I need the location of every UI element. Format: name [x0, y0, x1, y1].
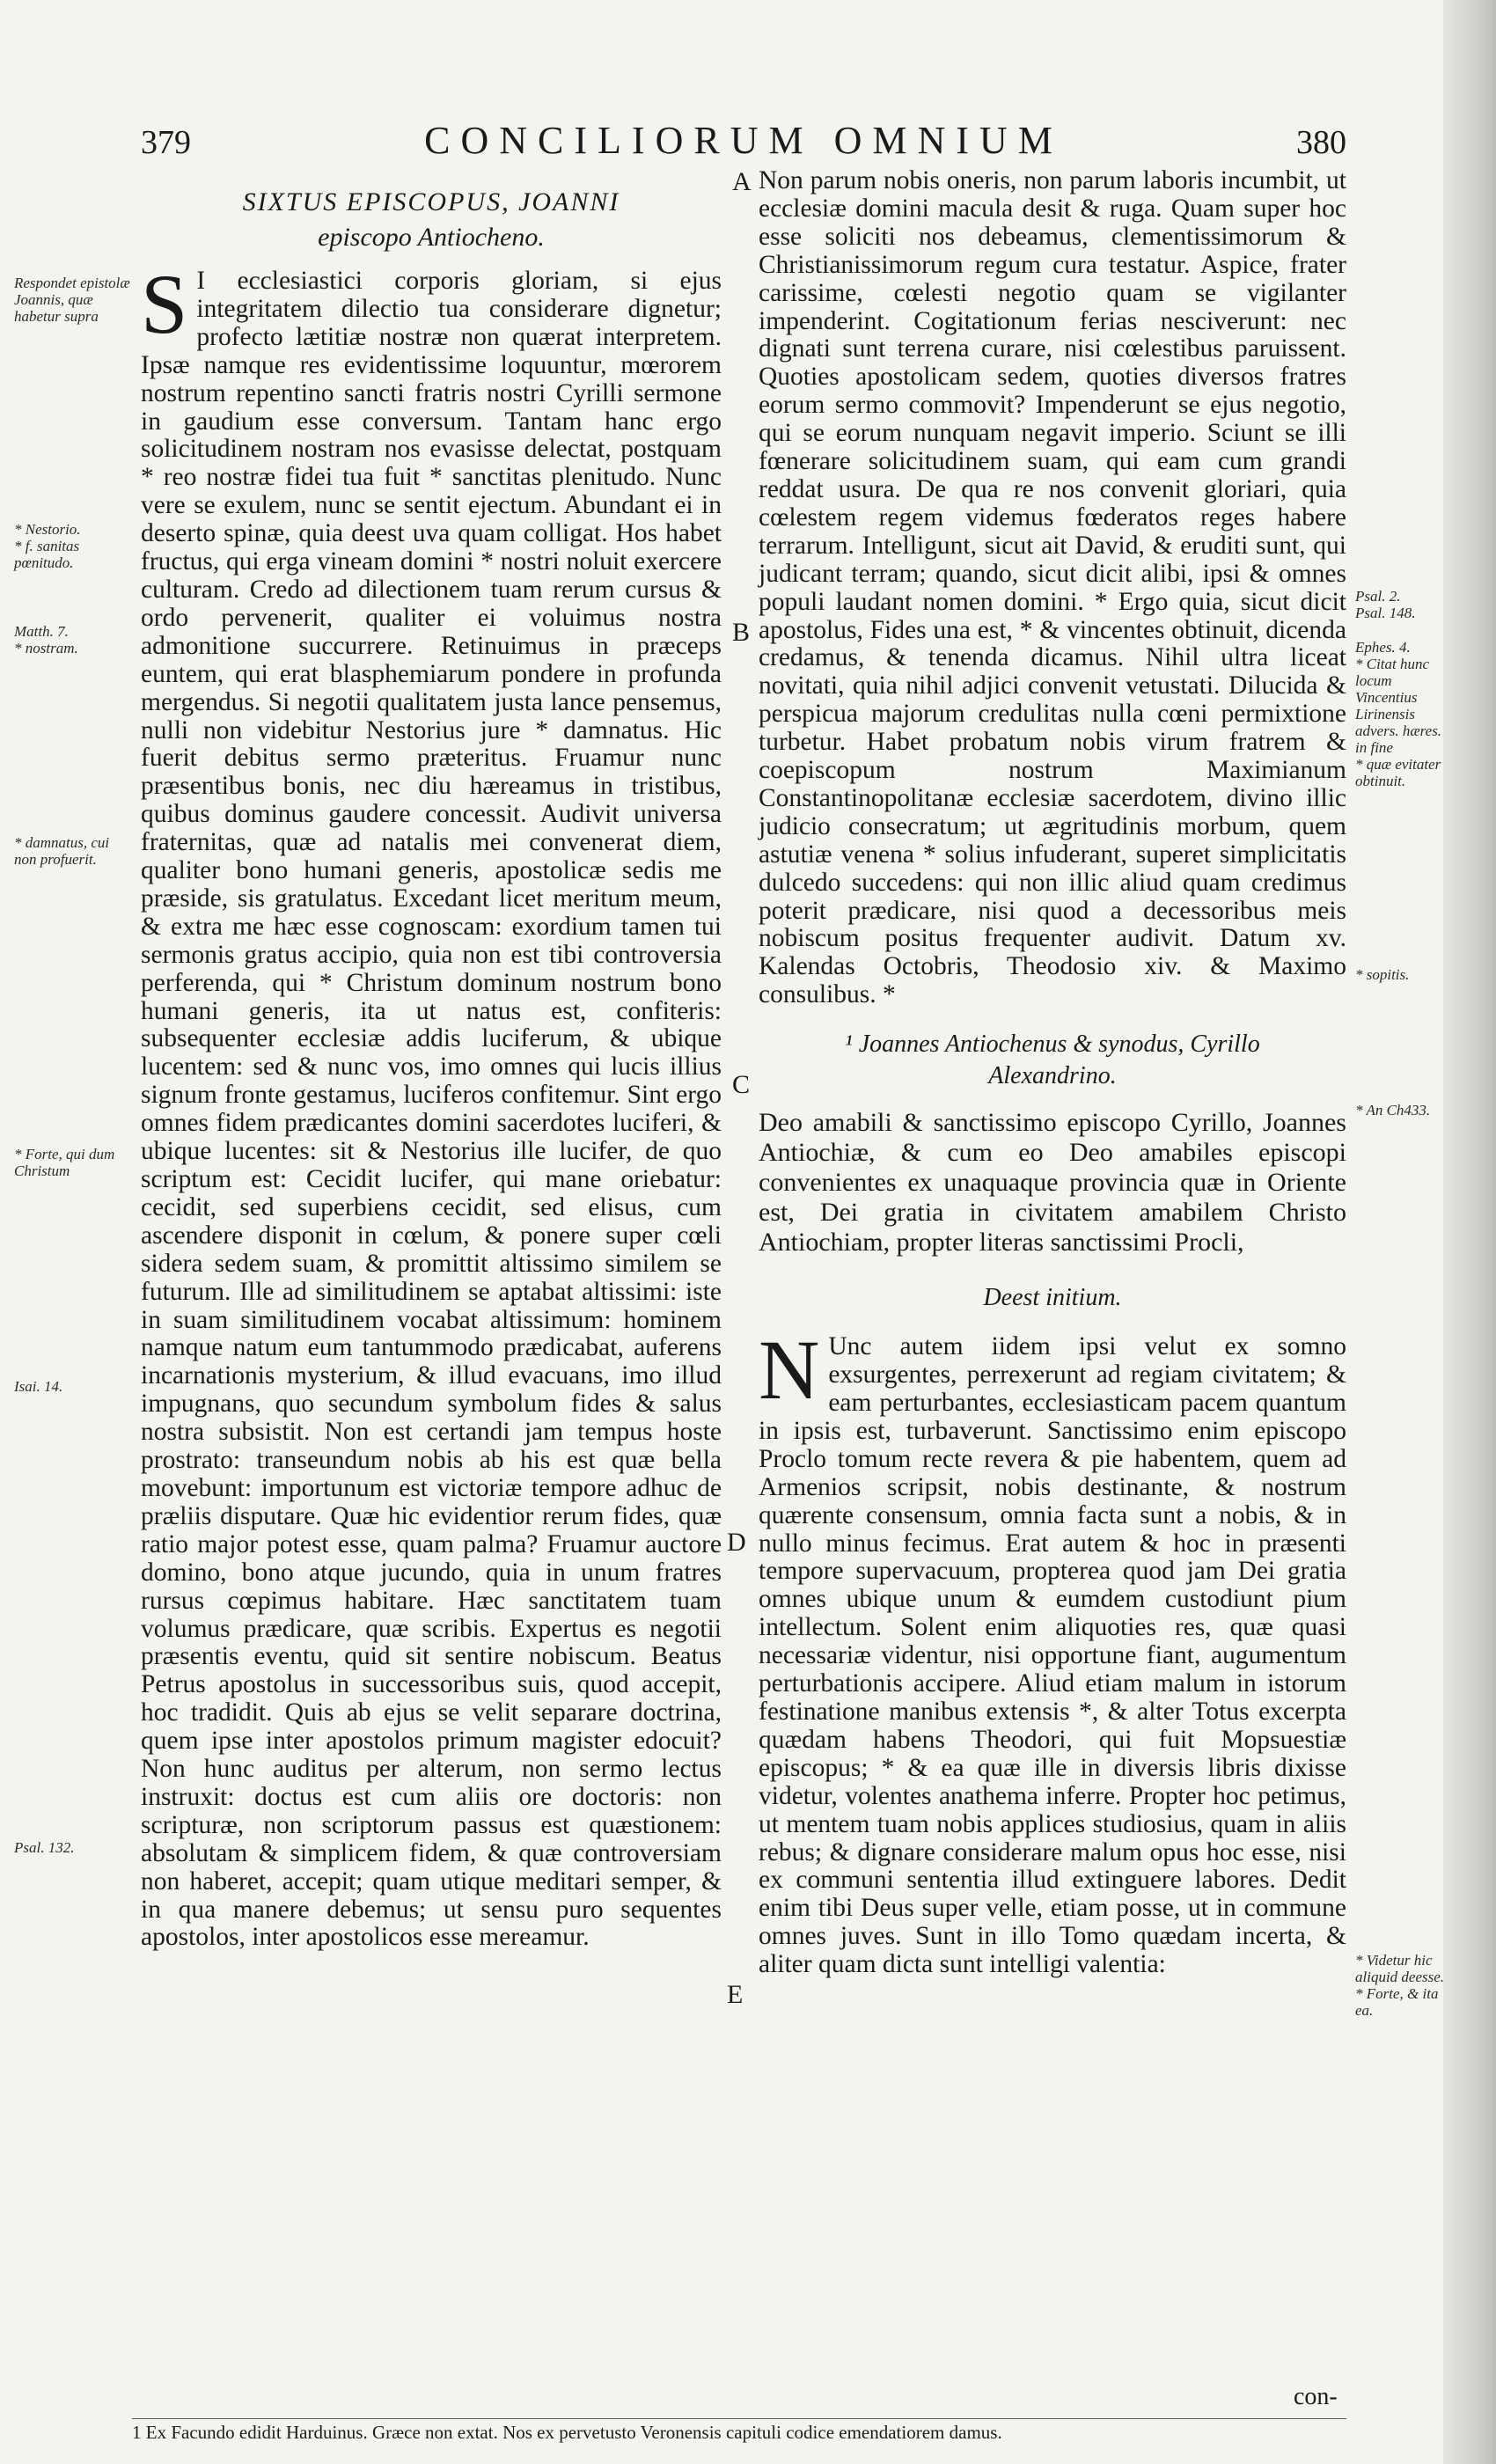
salutation: Deo amabili & sanctissimo episcopo Cyrillo, Joannes Antiochiæ, & cum eo Deo amabiles episcopi convenientes ex unaquaque provincia quæ in Oriente est, Dei gratia in civitatem amabilem Christo Antiochiam, propter literas sanctissimi Procli, [759, 1108, 1346, 1258]
section-title-line2: Alexandrino. [988, 1062, 1117, 1090]
right-column [759, 167, 1346, 1979]
footnote: 1 Ex Facundo edidit Harduinus. Græce non extat. Nos ex pervetusto Veronensis capituli codice emendatiorem damus. [132, 2422, 1002, 2443]
letter-body-sixtus-continued [759, 167, 1346, 1009]
margin-note-right-3: * sopitis. [1355, 966, 1410, 983]
page-number-left: 379 [141, 124, 191, 161]
margin-note-left-6: Isai. 14. [14, 1378, 63, 1395]
dropcap-n: N [759, 1323, 820, 1418]
margin-note-right-2: Ephes. 4. * Citat hunc locum Vincentius Lirinensis advers. hæres. in fine * quæ evitater obtinuit. [1355, 639, 1442, 789]
deest-initium: Deest initium. [983, 1284, 1122, 1312]
section-title-line1: ¹ Joannes Antiochenus & synodus, Cyrillo [845, 1030, 1260, 1059]
letter-body-joannes [759, 1323, 1346, 1979]
section-letter-a: A [732, 167, 752, 196]
footnote-rule [132, 2418, 1346, 2419]
page-edge-shadow [1443, 0, 1496, 2464]
section-title-joannes [759, 1029, 1346, 1092]
margin-note-left-7: Psal. 132. [14, 1839, 75, 1856]
margin-note-right-4: * An Ch433. [1355, 1102, 1431, 1118]
letter-title-sixtus [141, 185, 722, 255]
margin-note-left-1: Respondet epistolæ Joannis, quæ habetur supra [14, 275, 130, 325]
margin-note-right-5: * Videtur hic aliquid deesse. * Forte, & ita ea. [1355, 1952, 1445, 2019]
letter-text-joannes: Unc autem iidem ipsi velut ex somno exsurgentes, perrexerunt ad regiam civitatem; & eam perturbantes, ecclesiasticam pacem quantum in ipsis est, turbaverunt. Sanctissimo enim episcopo Proclo tomum recte revera & pie habentem, quem ad Armenios scripsit, nobis destinante, & nostrum quærente consensum, omnia facta sunt a nobis, & in nullo minus fecimus. Erat autem & hoc in præsenti tempore supervacuum, propterea quod jam Dei gratia omnes ubique unum & eumdem custodiunt pium intellectum. Solent enim aliquoties res, quæ quasi necessariæ videntur, nisi opportune fiant, augumentum perturbationis accipere. Aliud etiam malum in istorum festinatione manibus extensis *, & alter Totus excerpta quædam habens Theodori, qui fuit Mopsuestiæ episcopus; * & ea quæ ille in diversis libris dixisse videtur, volentes anathema inferre. Propter hoc petimus, ut mentem tuam nobis applices studiosius, quam in aliis rebus; & dignare considerare malum opus hoc esse, nisi ex communi sententia illud extinguere labores. Dedit enim tibi Deus super velle, etiam posse, ut in commune omnes juves. Sunt in illo Tomo quædam incerta, & aliter quam dicta sunt intelligi valentia: [759, 1332, 1346, 1979]
section-letter-c: C [732, 1070, 751, 1099]
section-letter-e: E [727, 1980, 744, 2009]
letter-title-line2: episcopo Antiocheno. [318, 223, 545, 252]
margin-note-left-2: * Nestorio. * f. sanitas pœnitudo. [14, 521, 81, 571]
catchword: con- [1294, 2383, 1338, 2410]
page-number-right: 380 [1296, 124, 1346, 161]
letter-title-line1: SIXTUS EPISCOPUS, JOANNI [242, 187, 620, 216]
running-title: CONCILIORUM OMNIUM [424, 119, 1063, 162]
left-column [141, 185, 722, 1952]
section-letter-d: D [727, 1528, 746, 1557]
margin-note-right-1: Psal. 2. Psal. 148. [1355, 588, 1416, 621]
section-letter-b: B [732, 618, 751, 647]
letter-body-sixtus [141, 257, 722, 1952]
margin-note-left-3: Matth. 7. * nostram. [14, 623, 78, 656]
dropcap-s: S [141, 257, 188, 351]
letter-text-continued: Non parum nobis oneris, non parum laboris incumbit, ut ecclesiæ domini macula desit & ruga. Quam super hoc esse soliciti nos debeamus, clementissimorum & Christianissimorum regum cura testatur. Aspice, frater carissime, cœlesti negotio quam se vigilanter impenderint. Cogitationum ferias nesciverunt: nec dignati sunt terrena curare, nisi cœlestibus paruissent. Quoties apostolicam sedem, quoties diversos fratres eorum sermo commovit? Impenderunt se ejus negotio, qui se eorum nunquam negavit imperio. Sciunt se illi fœnerare solicitudinem suam, qui eam cum grandi reddat usura. De qua re nos convenit gloriari, quia cœlestem regem videmus fœderatos reges habere terrarum. Intelligunt, sicut ait David, & eruditi sunt, qui judicant terram; quando, sicut dicit alibi, ipsi & omnes populi laudant nomen domini. * Ergo quia, sicut dicit apostolus, Fides una est, * & vincentes obtinuit, dicenda credamus, & tenenda dicamus. Nihil ultra liceat novitati, quia nihil adjici convenit vetustati. Dilucida & perspicua majorum credulitas nulla cœni permixtione turbetur. Habet probatum nobis virum fratrem & coepiscopum nostrum Maximianum Constantinopolitanæ ecclesiæ sacerdotem, divino illic judicio consecratum; ut ægritudinis morbum, quem astutiæ venena * solius infuderant, superet simplicitatis dulcedo succedens: qui non illic aliud quam credimus poterit prædicare, nisi quod a decessoribus meis nobiscum positus frequenter audivit. Datum xv. Kalendas Octobris, Theodosio xiv. & Maximo consulibus. * [759, 166, 1346, 1009]
margin-note-left-5: * Forte, qui dum Christum [14, 1146, 115, 1179]
margin-note-left-4: * damnatus, cui non profuerit. [14, 834, 110, 868]
letter-text-sixtus: I ecclesiastici corporis gloriam, si ejus integritatem dilectio tua considerare dignetur; profecto lætitiæ nostræ non quærat interpretem. Ipsæ namque res evidentissime loquuntur, mœrorem nostrum repentino sancti fratris nostri Cyrilli sermone in gaudium esse conversum. Tantam hanc ergo solicitudinem nostram nos evasisse delectat, postquam * reo nostræ fidei tua fuit * sanctitas plenitudo. Nunc vere se exulem, nunc se sentit ejectum. Abundant ei in deserto spinæ, quia deest uva quam colligat. Hos habet fructus, qui erga vineam domini * nostri noluit exercere culturam. Credo ad dilectionem tuam rerum cursus & ordo pervenerit, qualiter ei voluimus nostra admonitione succurrere. Retinuimus in præceps euntem, qui erat blasphemiarum pondere in profunda mergendus. Si negotii qualitatem justa lance pensemus, nulli non videbitur Nestorius jure * damnatus. Hic fuerit debitus sermo præteritus. Fruamur nunc præsentibus bonis, nec diu hæreamus in tristibus, quibus dominus gaudere concessit. Audivit universa fraternitas, quæ ad natalis mei convenerat diem, qualiter bono humani generis, apostolicæ sedis me præside, sis gratulatus. Excedant licet meritum meum, & extra me hæc esse cognoscam: exordium tamen tui sermonis gratus accipio, quia non est tibi controversia perferenda, qui * Christum dominum nostrum bono humani generis, ita ut natus est, confiteris: subsequenter ecclesiæ addis luciferum, & ubique lucentem: sed & nunc vos, imo omnes qui lucis illius signum fronte gestamus, luciferos confitemur. Sint ergo omnes fidem prædicantes domini sacerdotes luciferi, & ubique lucentes: sit & Nestorius ille lucifer, de quo scriptum est: Cecidit lucifer, qui mane oriebatur: cecidit, sed superbiens cecidit, sed elisus, cum ascendere disponit in cœlum, & ponere super cœli sidera sedem suam, & promittit altissimo similem se futurum. Ille ad similitudinem se aptabat altissimi: iste in suam similitudinem vocabat altissimum: hominem namque natum eum tantummodo prædicabat, auferens incarnationis mysterium, & illud evacuans, imo illud impugnans, quo secundum symbolum fides & salus nostra subsistit. Non est certandi jam tempus hoste prostrato: transeundum nobis ab his est quæ bella movebunt: importunum est victoriæ tempore adhuc de præliis disputare. Quæ hic evidentior rerum fides, quæ ratio major potest esse, quam palma? Fruamur auctore domino, bono atque jucundo, quia in unum fratres rursus cœpimus habitare. Hæc sanctitatem tuam volumus prædicare, quæ scribis. Expertus es negotii præsentis eventu, quid sit sentire nobiscum. Beatus Petrus apostolus in successoribus suis, quod accepit, hoc tradidit. Quis ab ejus se velit separare doctrina, quem ipse inter apostolos primum magister edocuit? Non hunc auditus per alterum, non sermo lectus instruxit: doctus est cum aliis ore doctoris: non scripturæ, non scriptorum passus est quæstionem: absolutam & simplicem fidem, & quæ controversiam non haberet, accepit; quam utique meditari semper, & in qua manere debemus; ut sensu puro sequentes apostolos, inter apostolicos esse mereamur. [141, 267, 722, 1952]
